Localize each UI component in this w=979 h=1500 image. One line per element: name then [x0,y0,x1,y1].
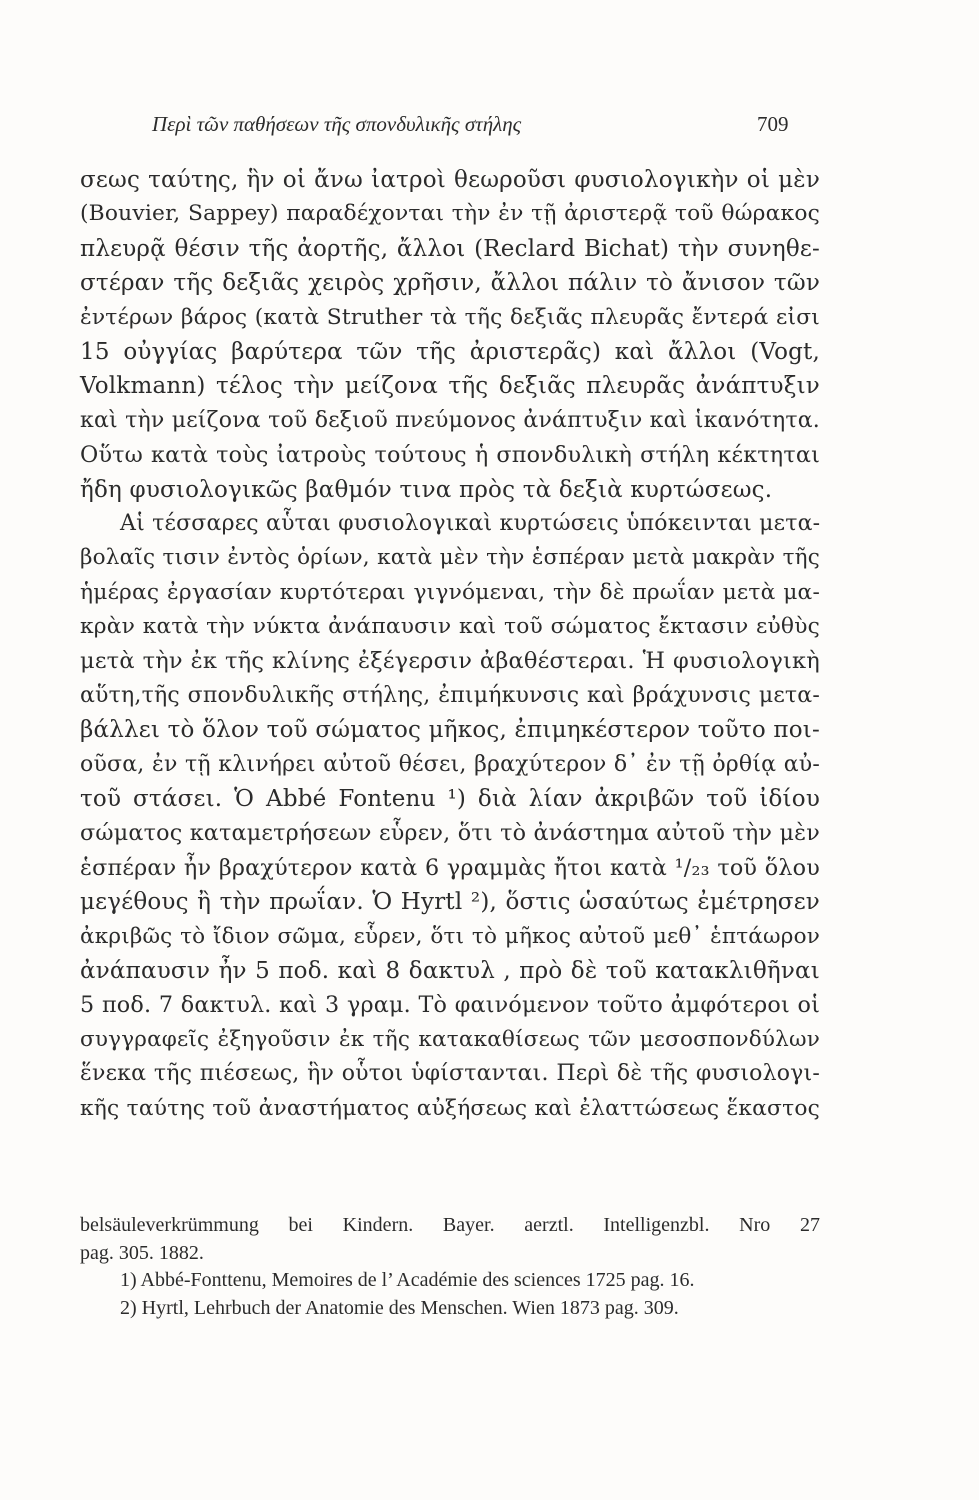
paragraph-start-line: Αἱ τέσσαρες αὗται φυσιολογικαὶ κυρτώσεις ὑπόκεινται μετα- [120,510,821,536]
footnotes [80,1212,820,1322]
text-line: πλευρᾷ θέσιν τῆς ἀορτῆς, ἄλλοι (Reclard Bichat) τὴν συνηθε- [80,235,820,262]
page-number: 709 [757,112,789,136]
text-line: μεγέθους ἢ τὴν πρωΐαν. Ὁ Hyrtl ²), ὅστις ὡσαύτως ἐμέτρησεν [80,889,820,916]
footnote-continuation: pag. 305. 1882. [80,1241,204,1264]
text-line: ἤδη φυσιολογικῶς βαθμόν τινα πρὸς τὰ δεξιὰ κυρτώσεως. [80,476,773,503]
text-line: συγγραφεῖς ἐξηγοῦσιν ἐκ τῆς κατακαθίσεως τῶν μεσοσπονδύλων [80,1026,820,1052]
text-line: βάλλει τὸ ὅλον τοῦ σώματος μῆκος, ἐπιμηκέστερον τοῦτο ποι- [80,717,820,744]
text-line: αὕτη,τῆς σπονδυλικῆς στήλης, ἐπιμήκυνσις καὶ βράχυνσις μετα- [80,682,820,708]
text-line: βολαῖς τισιν ἐντὸς ὁρίων, κατὰ μὲν τὴν ἑσπέραν μετὰ μακρὰν τῆς [80,545,820,571]
text-line: 5 ποδ. 7 δακτυλ. καὶ 3 γραμ. Τὸ φαινόμενον τοῦτο ἀμφότεροι οἱ [80,992,820,1019]
text-line: ἑσπέραν ἦν βραχύτερον κατὰ 6 γραμμὰς ἤτοι κατὰ ¹/₂₃ τοῦ ὅλου [80,854,820,881]
text-line: τοῦ στάσει. Ὁ Abbé Fontenu ¹) διὰ λίαν ἀκριβῶν τοῦ ἰδίου [80,786,820,813]
text-line: ἐντέρων βάρος (κατὰ Struther τὰ τῆς δεξιᾶς πλευρᾶς ἔντερά εἰσι [80,304,820,330]
text-line: μετὰ τὴν ἐκ τῆς κλίνης ἐξέγερσιν ἀβαθέστεραι. Ἡ φυσιολογικὴ [80,648,820,675]
footnote-continuation: belsäuleverkrümmung bei Kindern. Bayer. aerztl. Intelligenzbl. Nro 27 [80,1214,820,1236]
text-line: σώματος καταμετρήσεων εὗρεν, ὅτι τὸ ἀνάστημα αὐτοῦ τὴν μὲν [80,820,820,847]
text-line: ἕνεκα τῆς πιέσεως, ἣν οὗτοι ὑφίστανται. Περὶ δὲ τῆς φυσιολογι- [80,1061,820,1087]
text-line: ἀνάπαυσιν ἦν 5 ποδ. καὶ 8 δακτυλ , πρὸ δὲ τοῦ κατακλιθῆναι [80,957,820,984]
text-line: σεως ταύτης, ἣν οἱ ἄνω ἰατροὶ θεωροῦσι φυσιολογικὴν οἱ μὲν [80,167,820,193]
text-line: (Bouvier, Sappey) παραδέχονται τὴν ἐν τῇ ἀριστερᾷ τοῦ θώρακος [80,201,820,227]
text-line: οῦσα, ἐν τῇ κλινήρει αὐτοῦ θέσει, βραχύτερον δ᾽ ἐν τῇ ὀρθίᾳ αὐ- [80,751,820,777]
text-line: 15 οὐγγίας βαρύτερα τῶν τῆς ἀριστερᾶς) καὶ ἄλλοι (Vogt, [80,338,820,365]
text-line: Volkmann) τέλος τὴν μείζονα τῆς δεξιᾶς πλευρᾶς ἀνάπτυξιν [80,373,820,400]
text-line: ἀκριβῶς τὸ ἴδιον σῶμα, εὗρεν, ὅτι τὸ μῆκος αὐτοῦ μεθ᾽ ἑπτάωρον [80,923,820,949]
text-line: κρὰν κατὰ τὴν νύκτα ἀνάπαυσιν καὶ τοῦ σώματος ἔκτασιν εὐθὺς [80,614,820,640]
text-line: Οὕτω κατὰ τοὺς ἰατροὺς τούτους ἡ σπονδυλικὴ στήλη κέκτηται [80,442,820,469]
footnote-2: 2) Hyrtl, Lehrbuch der Anatomie des Menschen. Wien 1873 pag. 309. [120,1296,679,1319]
main-text [80,163,820,1126]
text-line: καὶ τὴν μείζονα τοῦ δεξιοῦ πνεύμονος ἀνάπτυξιν καὶ ἱκανότητα. [80,407,820,433]
footnote-1: 1) Abbé-Fonttenu, Memoires de l’ Académie des sciences 1725 pag. 16. [120,1269,695,1291]
running-head: Περὶ τῶν παθήσεων τῆς σπονδυλικῆς στήλης [152,112,522,136]
text-line: κῆς ταύτης τοῦ ἀναστήματος αὐξήσεως καὶ ἐλαττώσεως ἕκαστος [80,1095,820,1121]
text-line: στέραν τῆς δεξιᾶς χειρὸς χρῆσιν, ἄλλοι πάλιν τὸ ἄνισον τῶν [80,270,820,297]
text-line: ἡμέρας ἐργασίαν κυρτότεραι γιγνόμεναι, τὴν δὲ πρωΐαν μετὰ μα- [80,579,820,605]
